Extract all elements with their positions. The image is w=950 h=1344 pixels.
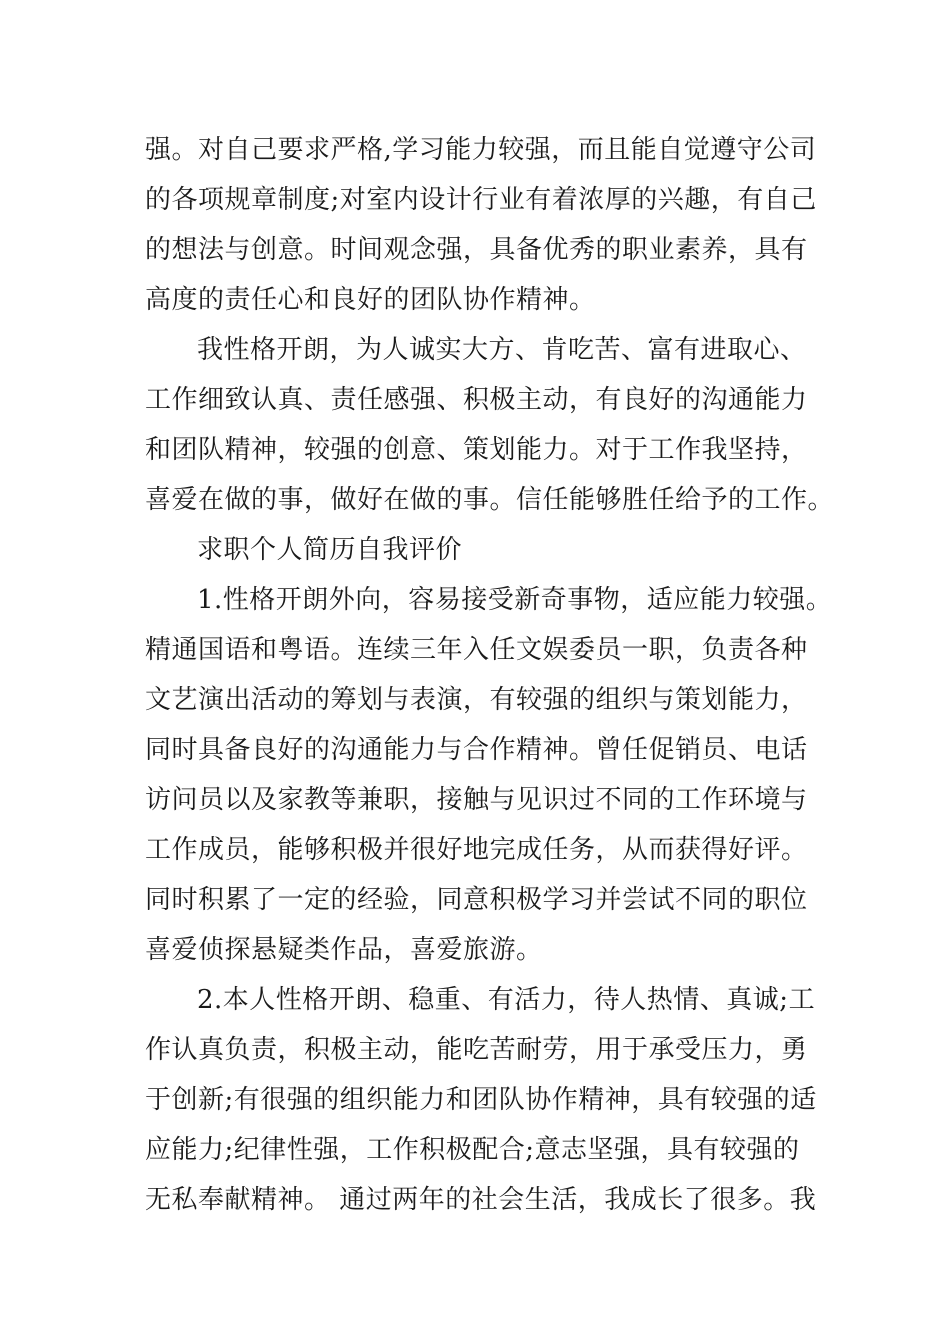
text-line: 工作成员，能够积极并很好地完成任务，从而获得好评。 xyxy=(145,835,808,865)
text-line: 于创新;有很强的组织能力和团队协作精神，具有较强的适 xyxy=(145,1085,817,1115)
text-line: 文艺演出活动的筹划与表演，有较强的组织与策划能力， xyxy=(145,685,808,715)
text-line: 作认真负责，积极主动，能吃苦耐劳，用于承受压力，勇 xyxy=(145,1035,808,1065)
text-line: 同时积累了一定的经验，同意积极学习并尝试不同的职位 xyxy=(145,885,808,915)
text-line: 的想法与创意。时间观念强，具备优秀的职业素养，具有 xyxy=(145,235,808,265)
text-line: 1.性格开朗外向，容易接受新奇事物，适应能力较强。 xyxy=(197,585,833,615)
text-line: 的各项规章制度;对室内设计行业有着浓厚的兴趣，有自己 xyxy=(145,185,817,215)
text-line: 应能力;纪律性强，工作积极配合;意志坚强，具有较强的 xyxy=(145,1135,800,1165)
text-line: 同时具备良好的沟通能力与合作精神。曾任促销员、电话 xyxy=(145,735,808,765)
text-line: 喜爱侦探悬疑类作品，喜爱旅游。 xyxy=(145,935,543,965)
text-line: 喜爱在做的事，做好在做的事。信任能够胜任给予的工作。 xyxy=(145,485,835,515)
text-line: 精通国语和粤语。连续三年入任文娱委员一职，负责各种 xyxy=(145,635,808,665)
text-line: 2.本人性格开朗、稳重、有活力，待人热情、真诚;工 xyxy=(197,985,816,1015)
text-line: 工作细致认真、责任感强、积极主动，有良好的沟通能力 xyxy=(145,385,808,415)
text-line: 强。对自己要求严格,学习能力较强，而且能自觉遵守公司 xyxy=(145,135,817,165)
text-line: 访问员以及家教等兼职，接触与见识过不同的工作环境与 xyxy=(145,785,808,815)
text-line: 和团队精神，较强的创意、策划能力。对于工作我坚持， xyxy=(145,435,808,465)
text-line: 高度的责任心和良好的团队协作精神。 xyxy=(145,285,596,315)
text-line: 无私奉献精神。 通过两年的社会生活，我成长了很多。我 xyxy=(145,1185,817,1215)
text-line: 我性格开朗，为人诚实大方、肯吃苦、富有进取心、 xyxy=(197,335,807,365)
section-heading: 求职个人简历自我评价 xyxy=(197,535,463,565)
